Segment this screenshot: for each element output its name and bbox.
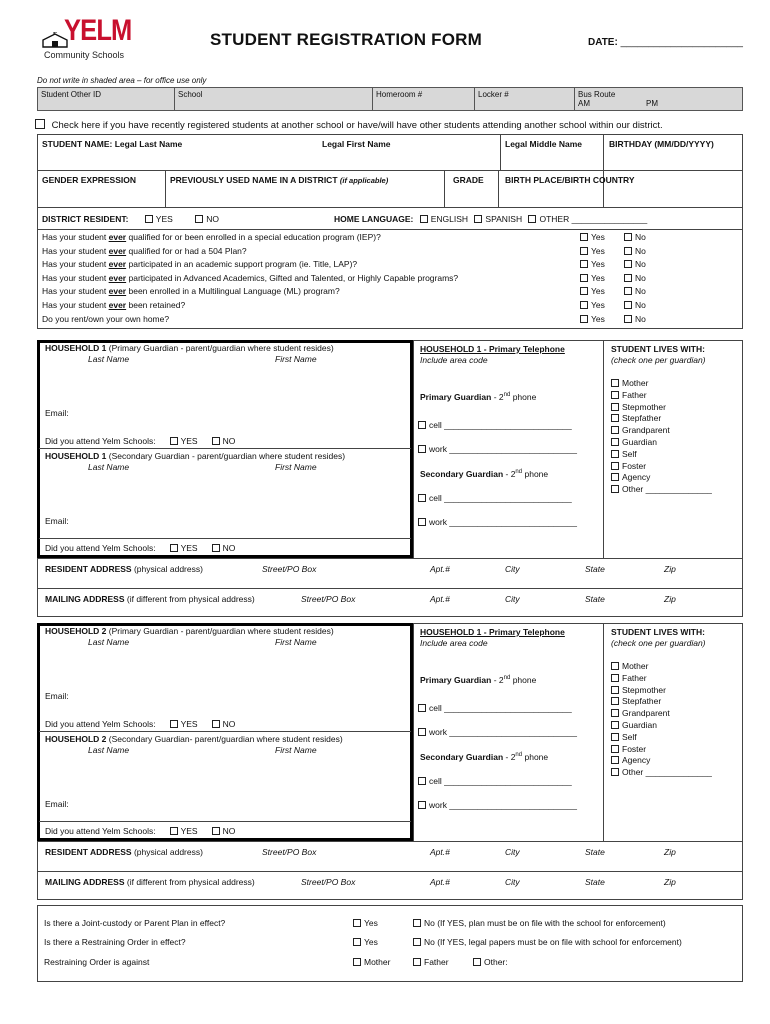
restraining-mother[interactable]: Mother	[353, 957, 390, 967]
lives-with-option[interactable]: Father	[611, 673, 647, 683]
secondary-work-field[interactable]: work ___________________________	[418, 800, 577, 810]
joint-custody-no[interactable]: No (If YES, plan must be on file with the school for enforcement)	[413, 918, 666, 928]
question-row: Has your student ever participated in Advanced Academics, Gifted and Talented, or Highly Capable programs?	[42, 272, 459, 283]
household-2-secondary-label: HOUSEHOLD 2 (Secondary Guardian- parent/guardian where student resides)	[45, 734, 343, 744]
state-label: State	[585, 847, 605, 857]
question-row: Has your student ever been retained?	[42, 300, 186, 310]
city-label: City	[505, 877, 520, 887]
secondary-guardian-phone-label: Secondary Guardian - 2nd phone	[420, 469, 549, 479]
primary-first-name-label: First Name	[275, 354, 317, 364]
question-yes[interactable]: Yes	[580, 259, 605, 269]
lives-with-option[interactable]: Guardian	[611, 720, 657, 730]
zip-label: Zip	[664, 594, 676, 604]
primary-work-field[interactable]: work ___________________________	[418, 727, 577, 737]
question-no[interactable]: No	[624, 232, 646, 242]
other-school-check-row[interactable]	[35, 119, 663, 131]
secondary-email-label: Email:	[45, 516, 69, 526]
mailing-address-label: MAILING ADDRESS (if different from physical address)	[45, 877, 255, 887]
primary-email-label: Email:	[45, 408, 69, 418]
apt-label: Apt.#	[430, 564, 450, 574]
lives-with-option[interactable]: Agency	[611, 472, 650, 482]
street-label: Street/PO Box	[301, 594, 356, 604]
secondary-last-name-label: Last Name	[88, 745, 130, 755]
logo-subtext: Community Schools	[44, 50, 125, 60]
previous-name-label: PREVIOUSLY USED NAME IN A DISTRICT (if applicable)	[170, 175, 389, 185]
district-resident-yes[interactable]: YES	[145, 214, 173, 224]
primary-last-name-label: Last Name	[88, 354, 130, 364]
lives-with-option[interactable]: Self	[611, 449, 637, 459]
primary-guardian-phone-label: Primary Guardian - 2nd phone	[420, 392, 537, 402]
city-label: City	[505, 594, 520, 604]
primary-last-name-label: Last Name	[88, 637, 130, 647]
city-label: City	[505, 564, 520, 574]
lives-with-option[interactable]: Other ______________	[611, 767, 712, 777]
question-row: Has your student ever been enrolled in a Multilingual Language (ML) program?	[42, 286, 340, 297]
mailing-address-label: MAILING ADDRESS (if different from physical address)	[45, 594, 255, 604]
date-label: DATE:	[588, 37, 618, 48]
street-label: Street/PO Box	[301, 877, 356, 887]
primary-cell-field[interactable]: cell ___________________________	[418, 420, 572, 430]
other-school-label: Check here if you have recently registered students at another school or have/will have other students attending another school within our district.	[51, 120, 663, 131]
district-yes-checkbox[interactable]	[145, 215, 153, 223]
student-last-name-label: STUDENT NAME: Legal Last Name	[42, 139, 183, 149]
restraining-no[interactable]: No (If YES, legal papers must be on file with school for enforcement)	[413, 937, 682, 947]
lives-with-option[interactable]: Mother	[611, 661, 648, 671]
restraining-yes[interactable]: Yes	[353, 937, 378, 947]
lives-with-option[interactable]: Father	[611, 390, 647, 400]
area-code-note: Include area code	[420, 355, 488, 365]
lives-with-option[interactable]: Stepfather	[611, 696, 661, 706]
home-language-row: HOME LANGUAGE: ENGLISH SPANISH OTHER ________________	[334, 214, 648, 224]
apt-label: Apt.#	[430, 847, 450, 857]
question-yes[interactable]: Yes	[580, 314, 605, 324]
other-school-checkbox[interactable]	[35, 119, 45, 129]
apt-label: Apt.#	[430, 877, 450, 887]
primary-first-name-label: First Name	[275, 637, 317, 647]
secondary-email-label: Email:	[45, 799, 69, 809]
question-yes[interactable]: Yes	[580, 246, 605, 256]
resident-address-label: RESIDENT ADDRESS (physical address)	[45, 564, 203, 574]
lives-with-option[interactable]: Grandparent	[611, 708, 670, 718]
joint-custody-question: Is there a Joint-custody or Parent Plan in effect?	[44, 918, 226, 928]
question-no[interactable]: No	[624, 273, 646, 283]
street-label: Street/PO Box	[262, 564, 317, 574]
lives-with-option[interactable]: Guardian	[611, 437, 657, 447]
lives-with-option[interactable]: Mother	[611, 378, 648, 388]
secondary-guardian-phone-label: Secondary Guardian - 2nd phone	[420, 752, 549, 762]
secondary-first-name-label: First Name	[275, 745, 317, 755]
question-row: Do you rent/own your own home?	[42, 313, 170, 324]
check-one-note: (check one per guardian)	[611, 355, 706, 365]
household-2-primary-label: HOUSEHOLD 2 (Primary Guardian - parent/guardian where student resides)	[45, 626, 334, 636]
household-1-guardian-box	[37, 340, 413, 558]
question-yes[interactable]: Yes	[580, 286, 605, 296]
check-one-note: (check one per guardian)	[611, 638, 706, 648]
yelm-logo	[40, 14, 130, 62]
question-row: Has your student ever qualified for or had a 504 Plan?	[42, 245, 247, 256]
phone-title: HOUSEHOLD 1 - Primary Telephone	[420, 344, 565, 354]
state-label: State	[585, 594, 605, 604]
district-resident-no[interactable]: NO	[195, 214, 219, 224]
primary-attend-row: Did you attend Yelm Schools: YES NO	[45, 436, 236, 446]
grade-label: GRADE	[453, 175, 484, 185]
question-no[interactable]: No	[624, 300, 646, 310]
birthday-label: BIRTHDAY (MM/DD/YYYY)	[609, 139, 714, 149]
secondary-attend-row: Did you attend Yelm Schools: YES NO	[45, 543, 236, 553]
lives-with-option[interactable]: Stepmother	[611, 402, 666, 412]
state-label: State	[585, 564, 605, 574]
secondary-work-field[interactable]: work ___________________________	[418, 517, 577, 527]
homeroom-cell: Homeroom #	[372, 88, 425, 110]
student-middle-name-label: Legal Middle Name	[505, 139, 582, 149]
lives-with-option[interactable]: Other ______________	[611, 484, 712, 494]
question-no[interactable]: No	[624, 259, 646, 269]
question-no[interactable]: No	[624, 246, 646, 256]
phone-title: HOUSEHOLD 1 - Primary Telephone	[420, 627, 565, 637]
secondary-attend-row: Did you attend Yelm Schools: YES NO	[45, 826, 236, 836]
page-title: STUDENT REGISTRATION FORM	[210, 30, 482, 49]
secondary-first-name-label: First Name	[275, 462, 317, 472]
district-resident-row: DISTRICT RESIDENT: YES NO	[42, 214, 219, 224]
apt-label: Apt.#	[430, 594, 450, 604]
question-no[interactable]: No	[624, 286, 646, 296]
primary-attend-row: Did you attend Yelm Schools: YES NO	[45, 719, 236, 729]
lives-with-title: STUDENT LIVES WITH:	[611, 627, 705, 637]
primary-guardian-phone-label: Primary Guardian - 2nd phone	[420, 675, 537, 685]
question-yes[interactable]: Yes	[580, 300, 605, 310]
question-yes[interactable]: Yes	[580, 232, 605, 242]
secondary-last-name-label: Last Name	[88, 462, 130, 472]
household-1-primary-label: HOUSEHOLD 1 (Primary Guardian - parent/guardian where student resides)	[45, 343, 334, 353]
lives-with-option[interactable]: Foster	[611, 461, 646, 471]
resident-address-label: RESIDENT ADDRESS (physical address)	[45, 847, 203, 857]
lang-other[interactable]: OTHER ________________	[528, 214, 647, 224]
restraining-father[interactable]: Father	[413, 957, 449, 967]
lives-with-option[interactable]: Stepmother	[611, 685, 666, 695]
student-other-id-cell: Student Other ID	[41, 90, 102, 99]
lang-english[interactable]: ENGLISH	[420, 214, 468, 224]
question-row: Has your student ever qualified for or been enrolled in a special education program (IEP)?	[42, 232, 381, 242]
birthplace-label: BIRTH PLACE/BIRTH COUNTRY	[505, 175, 635, 185]
date-field[interactable]: DATE: ______________________	[588, 37, 743, 48]
lives-with-title: STUDENT LIVES WITH:	[611, 344, 705, 354]
lives-with-option[interactable]: Agency	[611, 755, 650, 765]
secondary-cell-field[interactable]: cell ___________________________	[418, 776, 572, 786]
zip-label: Zip	[664, 847, 676, 857]
school-cell: School	[174, 88, 205, 110]
household-1-secondary-label: HOUSEHOLD 1 (Secondary Guardian - parent/guardian where student resides)	[45, 451, 346, 461]
restraining-against-label: Restraining Order is against	[44, 957, 150, 967]
secondary-cell-field[interactable]: cell ___________________________	[418, 493, 572, 503]
lives-with-option[interactable]: Self	[611, 732, 637, 742]
area-code-note: Include area code	[420, 638, 488, 648]
question-row: Has your student ever participated in an academic support program (ie. Title, LAP)?	[42, 259, 358, 270]
zip-label: Zip	[664, 877, 676, 887]
primary-email-label: Email:	[45, 691, 69, 701]
lives-with-option[interactable]: Grandparent	[611, 425, 670, 435]
primary-work-field[interactable]: work ___________________________	[418, 444, 577, 454]
locker-cell: Locker #	[474, 88, 512, 110]
street-label: Street/PO Box	[262, 847, 317, 857]
lives-with-option[interactable]: Stepfather	[611, 413, 661, 423]
question-no[interactable]: No	[624, 314, 646, 324]
lang-spanish[interactable]: SPANISH	[474, 214, 522, 224]
question-yes[interactable]: Yes	[580, 273, 605, 283]
student-first-name-label: Legal First Name	[322, 139, 391, 149]
office-use-area	[37, 87, 743, 111]
restraining-order-question: Is there a Restraining Order in effect?	[44, 937, 186, 947]
logo-text: YELM	[64, 14, 132, 47]
bus-route-cell: Bus Route AM PM	[574, 88, 744, 110]
household-2-guardian-box	[37, 623, 413, 841]
state-label: State	[585, 877, 605, 887]
joint-custody-yes[interactable]: Yes	[353, 918, 378, 928]
office-use-note: Do not write in shaded area – for office use only	[37, 76, 207, 85]
zip-label: Zip	[664, 564, 676, 574]
lives-with-option[interactable]: Foster	[611, 744, 646, 754]
district-no-checkbox[interactable]	[195, 215, 203, 223]
gender-label: GENDER EXPRESSION	[42, 175, 136, 185]
city-label: City	[505, 847, 520, 857]
restraining-other[interactable]: Other:	[473, 957, 508, 967]
primary-cell-field[interactable]: cell ___________________________	[418, 703, 572, 713]
